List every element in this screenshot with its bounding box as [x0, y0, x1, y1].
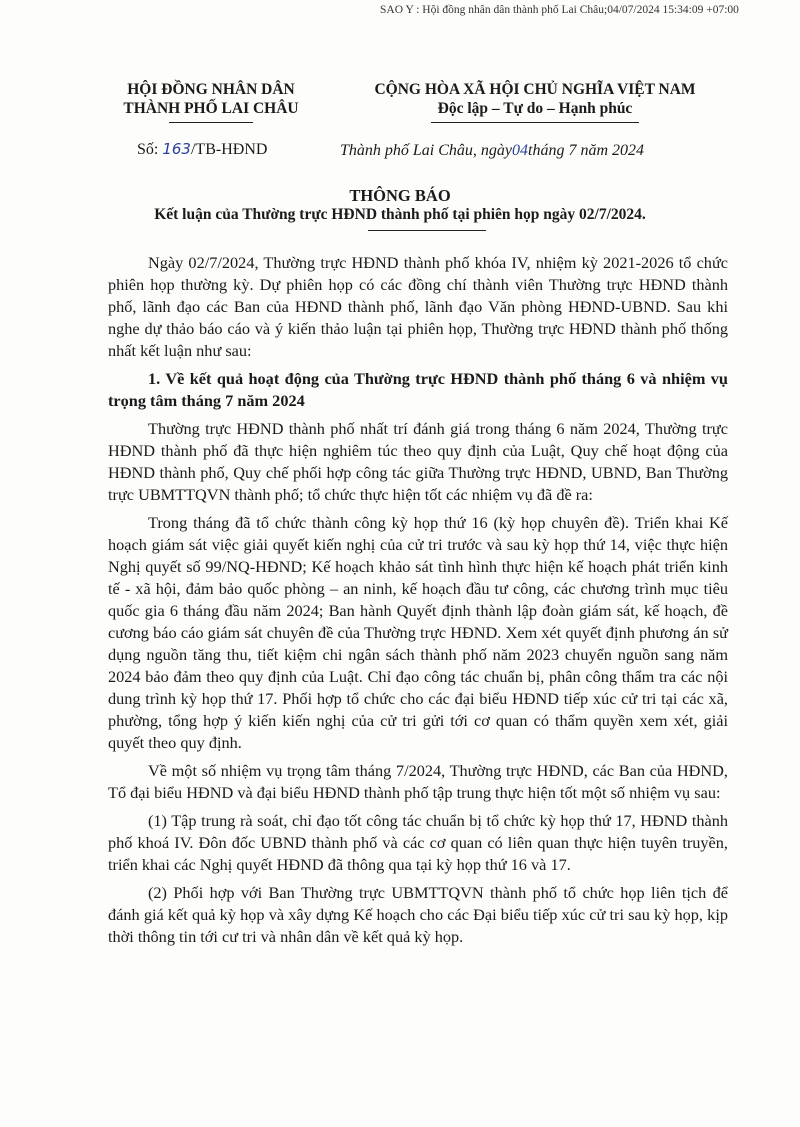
place-date-day: 04: [512, 142, 529, 159]
national-motto: Độc lập – Tự do – Hạnh phúc: [437, 100, 633, 117]
digital-signature-stamp: SAO Y : Hội đồng nhân dân thành phố Lai Châu;04/07/2024 15:34:09 +07:00: [380, 4, 739, 16]
doc-number-value: 163: [162, 140, 191, 158]
document-title: THÔNG BÁO: [349, 186, 451, 205]
agency-line-1: HỘI ĐỒNG NHÂN DÂN: [127, 81, 295, 98]
doc-number-suffix: /TB-HĐND: [190, 141, 268, 158]
document-subtitle: Kết luận của Thường trực HĐND thành phố tại phiên họp ngày 02/7/2024.: [154, 206, 646, 223]
agency-underline: [169, 122, 253, 123]
section-heading-1: 1. Về kết quả hoạt động của Thường trực HĐND thành phố tháng 6 và nhiệm vụ trọng tâm tháng 7 năm 2024: [108, 369, 728, 410]
paragraph-activities: Trong tháng đã tổ chức thành công kỳ họp thứ 16 (kỳ họp chuyên đề). Triển khai Kế hoạch giám sát việc giải quyết kiến nghị của cử tri trước và sau kỳ họp thứ 14, việc thực hiện Nghị quyết số 99/NQ-HĐND; Kế hoạch khảo sát tình hình thực hiện kế hoạch phát triển kinh tế - xã hội, đảm bảo quốc phòng – an ninh, kế hoạch đầu tư công, các chương trình mục tiêu quốc gia 6 tháng đầu năm 2024; Ban hành Quyết định thành lập đoàn giám sát, kế hoạch, đề cương báo cáo giám sát chuyên đề của Thường trực HĐND. Xem xét quyết định phương án sử dụng nguồn tăng thu, tiết kiệm chi ngân sách thành phố năm 2023 chuyển nguồn sang năm 2024 bảo đảm theo quy định của Luật. Chỉ đạo công tác chuẩn bị, phân công thẩm tra các nội dung trình kỳ họp thứ 17. Phối hợp tổ chức cho các đại biểu HĐND tiếp xúc cử tri tại các xã, phường, tổng hợp ý kiến kiến nghị của cử tri gửi tới cơ quan có thẩm quyền xem xét, giải quyết theo quy định.: [108, 513, 728, 752]
issuing-agency: [100, 80, 322, 123]
paragraph-task-2: (2) Phối hợp với Ban Thường trực UBMTTQVN thành phố tổ chức họp liên tịch để đánh giá kết quả kỳ họp và xây dựng Kế hoạch cho các Đại biểu tiếp xúc cử tri sau kỳ họp, kịp thời thông tin tới cư tri và nhân dân về kết quả kỳ họp.: [108, 883, 728, 946]
place-date-before: Thành phố Lai Châu, ngày: [340, 142, 513, 159]
subtitle-underline: [368, 230, 486, 231]
document-body: [108, 252, 728, 954]
document-number: [137, 140, 267, 159]
doc-number-prefix: Số:: [137, 141, 159, 158]
place-date-after: tháng 7 năm 2024: [528, 142, 645, 159]
national-title: CỘNG HÒA XÃ HỘI CHỦ NGHĨA VIỆT NAM: [374, 81, 696, 98]
paragraph-tasks-intro: Về một số nhiệm vụ trọng tâm tháng 7/2024, Thường trực HĐND, các Ban của HĐND, Tổ đại biểu HĐND và đại biểu HĐND thành phố tập trung thực hiện tốt một số nhiệm vụ sau:: [108, 761, 728, 802]
motto-underline: [431, 122, 639, 123]
agency-line-2: THÀNH PHỐ LAI CHÂU: [123, 100, 299, 117]
paragraph-assessment: Thường trực HĐND thành phố nhất trí đánh giá trong tháng 6 năm 2024, Thường trực HĐND thành phố đã thực hiện nghiêm túc theo quy định của Luật, Quy chế hoạt động của HĐND thành phố, Quy chế phối hợp công tác giữa Thường trực HĐND, UBND, Ban Thường trực UBMTTQVN thành phố; tổ chức thực hiện tốt các nhiệm vụ đã đề ra:: [108, 419, 728, 504]
national-header: [335, 80, 735, 123]
paragraph-intro: Ngày 02/7/2024, Thường trực HĐND thành phố khóa IV, nhiệm kỳ 2021-2026 tổ chức phiên họp thường kỳ. Dự phiên họp có các đồng chí thành viên Thường trực HĐND thành phố, lãnh đạo các Ban của HĐND thành phố, lãnh đạo Văn phòng HĐND-UBND. Sau khi nghe dự thảo báo cáo và ý kiến thảo luận tại phiên họp, Thường trực HĐND thành phố thống nhất kết luận như sau:: [108, 253, 728, 360]
paragraph-task-1: (1) Tập trung rà soát, chỉ đạo tốt công tác chuẩn bị tổ chức kỳ họp thứ 17, HĐND thành phố khoá IV. Đôn đốc UBND thành phố và các cơ quan có liên quan thực hiện tuyên truyền, triển khai các Nghị quyết HĐND đã thông qua tại kỳ họp thứ 16 và 17.: [108, 811, 728, 874]
place-date: [340, 142, 644, 160]
